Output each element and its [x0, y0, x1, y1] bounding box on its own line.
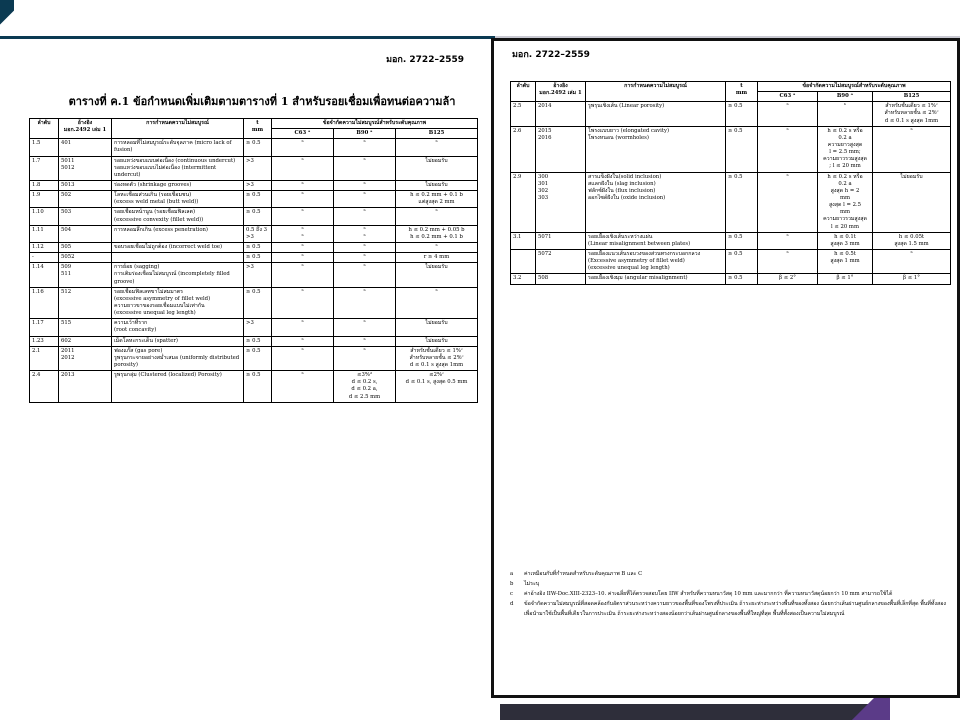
- cell-no: 1.7: [30, 156, 59, 180]
- cell-desc: รูพรุนเชิงเส้น (Linear porosity): [586, 102, 726, 126]
- cell-ref: 512: [59, 287, 112, 319]
- table-row: [30, 180, 478, 190]
- cell-no: 3.2: [511, 274, 536, 284]
- table-row: [511, 249, 951, 273]
- cell-b125: ไม่ยอมรับ: [396, 319, 478, 336]
- footnote-key: d: [510, 601, 514, 608]
- cell-desc: รอยเยื้องแนวเส้นรอบวงของส่วนทรงกระบอกกลวง (Excessive asymmetry of fillet weld) (excessive unequal leg length): [586, 249, 726, 273]
- standard-number: มอก. 2722–2559: [512, 50, 590, 60]
- header-c63: C63 ᵃ: [272, 129, 334, 139]
- cell-ref: 5072: [536, 249, 586, 273]
- header-b90: B90 ᵃ: [334, 129, 396, 139]
- cell-t: ≥ 0.5: [244, 139, 272, 156]
- cell-c63: ᵇ: [758, 172, 818, 232]
- cell-ref: 509 511: [59, 263, 112, 287]
- top-accent-line: [0, 36, 505, 39]
- cell-ref: 5071: [536, 232, 586, 249]
- cell-desc: สารแข็งฝังใน(solid inclusion) สแลกฝังใน (slag inclusion) ฟลักซ์ฝังใน (flux inclusion) ออกไซด์ฝังใน (oxide inclusion): [586, 172, 726, 232]
- cell-c63: ᵇ: [758, 232, 818, 249]
- table-row: [511, 274, 951, 284]
- table-title: ตารางที่ ค.1 ข้อกำหนดเพิ่มเติมตามตารางที่ 1 สำหรับรอยเชื่อมเพื่อทนต่อความล้า: [68, 95, 456, 108]
- cell-b90: ᵇ: [334, 263, 396, 287]
- footnote-key: c: [510, 591, 513, 598]
- cell-b90: ᵇ: [334, 242, 396, 252]
- cell-ref: 602: [59, 336, 112, 346]
- cell-ref: 5013: [59, 180, 112, 190]
- table-row: [511, 126, 951, 172]
- cell-no: 1.23: [30, 336, 59, 346]
- cell-desc: โพรงแบบยาว (elongated cavity) โพรงหนอน (wormholes): [586, 126, 726, 172]
- cell-b90: ᵇ: [334, 346, 396, 370]
- cell-b125: ᵇ: [396, 287, 478, 319]
- table-row: [30, 319, 478, 336]
- footnote-text: ค่าอ้างอิง IIW-Doc.XIII-2323–10. ค่าเฉลี่ยที่ได้ตรวจสอบโดย IIW สำหรับที่ความหนาวัสดุ 10 mm และมากกว่า ที่ความหนาวัสดุน้อยกว่า 10 mm สามารถใช้ได้: [524, 591, 893, 598]
- cell-c63: ᵇ: [272, 242, 334, 252]
- cell-b125: h ≤ 0.05t สูงสุด 1.5 mm: [873, 232, 951, 249]
- table-row: [30, 263, 478, 287]
- cell-desc: ร่องหดตัว (shrinkage grooves): [112, 180, 244, 190]
- cell-c63: ᵇ: [272, 208, 334, 225]
- cell-c63: ᵇ: [272, 191, 334, 208]
- cell-no: 3.1: [511, 232, 536, 249]
- cell-b125: ᵇ: [396, 208, 478, 225]
- header-no: ลำดับ: [511, 82, 536, 102]
- cell-b90: ᵇ: [334, 208, 396, 225]
- cell-t: ≥ 0.5: [244, 336, 272, 346]
- header-limits: ข้อจำกัดความไม่สมบูรณ์สำหรับระดับคุณภาพ: [272, 119, 478, 129]
- cell-ref: 5052: [59, 253, 112, 263]
- cell-ref: 505: [59, 242, 112, 252]
- cell-ref: 508: [536, 274, 586, 284]
- table-row: [30, 287, 478, 319]
- cell-t: ≥ 0.5: [244, 242, 272, 252]
- cell-ref: 502: [59, 191, 112, 208]
- cell-b125: ᵇ: [873, 249, 951, 273]
- cell-desc: รอยเชื่อมฟิลเลทขาไม่สมมาตร (excessive asymmetry of fillet weld) ความยาวขาของรอยเชื่อมแบบไม่เท่ากัน (excessive unequal leg length): [112, 287, 244, 319]
- cell-desc: โลหะเชื่อมส่วนเกิน (รอยเชื่อมชน) (excess weld metal (butt weld)): [112, 191, 244, 208]
- cell-no: 2.5: [511, 102, 536, 126]
- cell-desc: รูพรุนกลุ่ม (Clustered (localized) Porosity): [112, 371, 244, 403]
- footnote-key: a: [510, 571, 514, 577]
- header-no: ลำดับ: [30, 119, 59, 139]
- cell-desc: รอยเยื้องเชิงเส้นระหว่างแผ่น (Linear misalignment between plates): [586, 232, 726, 249]
- cell-c63: ᵇ: [272, 287, 334, 319]
- cell-b125: ไม่ยอมรับ: [396, 156, 478, 180]
- cell-c63: ᵇ: [272, 180, 334, 190]
- cell-no: 1.11: [30, 225, 59, 242]
- cell-c63: ᵇ: [272, 319, 334, 336]
- cell-no: 1.12: [30, 242, 59, 252]
- cell-desc: การหลอมลึกเกิน (excess penetration): [112, 225, 244, 242]
- table-footnotes: [510, 569, 946, 619]
- cell-c63: ᵇ: [758, 126, 818, 172]
- cell-b90: ᵇ: [334, 287, 396, 319]
- cell-no: 2.9: [511, 172, 536, 232]
- cell-ref: 5011 5012: [59, 156, 112, 180]
- cell-b125: ≤2%ᶜ d ≤ 0.1 s, สูงสุด 0.5 mm: [396, 371, 478, 403]
- cell-desc: ความเว้าที่ราก (root concavity): [112, 319, 244, 336]
- cell-b90: h ≤ 0.5t สูงสุด 1 mm: [818, 249, 873, 273]
- header-t: t mm: [244, 119, 272, 139]
- cell-no: 1.9: [30, 191, 59, 208]
- cell-ref: 300 301 302 303: [536, 172, 586, 232]
- cell-t: ≥ 0.5: [244, 287, 272, 319]
- cell-b90: ᵇ: [334, 156, 396, 180]
- cell-b90: ≤3%ᵈ d ≤ 0.2 s, d ≤ 0.2 a, d ≤ 2.5 mm: [334, 371, 396, 403]
- footnote: [510, 569, 946, 579]
- bottom-accent-shape: [850, 696, 890, 720]
- cell-desc: ฟองแก๊ส (gas pore) รูพรุนกระจายอย่างสม่ำเสมอ (uniformly distributed porosity): [112, 346, 244, 370]
- cell-b90: ᵇ: [334, 180, 396, 190]
- cell-b90: ᵇ: [334, 139, 396, 156]
- cell-b125: ไม่ยอมรับ: [396, 180, 478, 190]
- cell-c63: ᵇ: [272, 139, 334, 156]
- footnote-key: b: [510, 581, 514, 588]
- cell-c63: ᵇ ᵇ: [272, 225, 334, 242]
- table-row: [30, 208, 478, 225]
- cell-no: 1.8: [30, 180, 59, 190]
- cell-desc: รอยแหว่งขอบแบบต่อเนื่อง (continuous undercut) รอยแหว่งขอบแบบไม่ต่อเนื่อง (intermittent undercut): [112, 156, 244, 180]
- cell-b90: ᵇ ᵇ: [334, 225, 396, 242]
- cell-t: ≥ 0.5: [726, 172, 758, 232]
- cell-c63: ᵇ: [758, 102, 818, 126]
- cell-t: ≥ 0.5: [726, 249, 758, 273]
- header-b125: B125: [873, 92, 951, 102]
- cell-ref: 504: [59, 225, 112, 242]
- footnote-text: ค่าเหมือนกับที่กำหนดสำหรับระดับคุณภาพ B และ C: [524, 571, 643, 577]
- cell-b125: สำหรับชั้นเดียว ≤ 1%ᶜ สำหรับหลายชั้น ≤ 2%ᶜ d ≤ 0.1 s สูงสุด 1mm: [396, 346, 478, 370]
- cell-no: -: [30, 253, 59, 263]
- cell-t: ≥ 0.5: [244, 208, 272, 225]
- footnote: [510, 579, 946, 589]
- cell-desc: ขอบรอยเชื่อมไม่ถูกต้อง (incorrect weld toe): [112, 242, 244, 252]
- cell-no: 1.10: [30, 208, 59, 225]
- header-b125: B125: [396, 129, 478, 139]
- header-limits: ข้อจำกัดความไม่สมบูรณ์สำหรับระดับคุณภาพ: [758, 82, 951, 92]
- cell-b90: h ≤ 0.1t สูงสุด 3 mm: [818, 232, 873, 249]
- header-c63: C63 ᵃ: [758, 92, 818, 102]
- cell-ref: 2013: [59, 371, 112, 403]
- cell-b125: ไม่ยอมรับ: [873, 172, 951, 232]
- cell-t: ≥ 0.5: [244, 191, 272, 208]
- cell-c63: β ≤ 2°: [758, 274, 818, 284]
- imperfection-table-right: [510, 81, 951, 285]
- cell-c63: ᵇ: [272, 156, 334, 180]
- cell-b90: ᵇ: [334, 336, 396, 346]
- imperfection-table-left: [29, 118, 478, 403]
- cell-t: >3: [244, 180, 272, 190]
- standard-number: มอก. 2722–2559: [386, 55, 464, 65]
- cell-no: [511, 249, 536, 273]
- cell-desc: รอยเยื้องเชิงมุม (angular misalignment): [586, 274, 726, 284]
- table-row: [30, 191, 478, 208]
- cell-t: ≥ 0.5: [726, 274, 758, 284]
- cell-b90: h ≤ 0.2 s หรือ 0.2 a สูงสุด h = 2 mm สูงสุด l = 2.5 mm ความยาวรวมสูงสุด l ≤ 20 mm: [818, 172, 873, 232]
- cell-c63: ᵇ: [272, 253, 334, 263]
- cell-b125: ᵇ: [396, 139, 478, 156]
- cell-t: 0.5 ถึง 3 >3: [244, 225, 272, 242]
- cell-desc: การหลอมที่ไม่สมบูรณ์ระดับจุลภาค (micro lack of fusion): [112, 139, 244, 156]
- cell-b125: r ≥ 4 mm: [396, 253, 478, 263]
- table-row: [30, 225, 478, 242]
- cell-desc: รอยเชื่อมหน้านูน (รอยเชื่อมฟิลเลต) (excessive convexity (fillet weld)): [112, 208, 244, 225]
- cell-b125: ᵇ: [873, 126, 951, 172]
- footnote: [510, 589, 946, 599]
- cell-t: >3: [244, 319, 272, 336]
- header-imperfection: การกำหนดความไม่สมบูรณ์: [112, 119, 244, 139]
- header-b90: B90 ᵃ: [818, 92, 873, 102]
- cell-b90: ᵇ: [818, 102, 873, 126]
- cell-no: 1.16: [30, 287, 59, 319]
- cell-t: >3: [244, 156, 272, 180]
- cell-ref: 515: [59, 319, 112, 336]
- cell-desc: เม็ดโลหะกระเด็น (spatter): [112, 336, 244, 346]
- cell-no: 2.1: [30, 346, 59, 370]
- cell-no: 2.6: [511, 126, 536, 172]
- table-row: [511, 102, 951, 126]
- right-document-page: [491, 38, 960, 698]
- table-row: [30, 371, 478, 403]
- cell-b125: ไม่ยอมรับ: [396, 263, 478, 287]
- cell-b90: ᵇ: [334, 319, 396, 336]
- footnote: [510, 599, 946, 619]
- cell-c63: ᵇ: [272, 346, 334, 370]
- cell-t: ≥ 0.5: [726, 232, 758, 249]
- cell-desc: การย้อย (sagging) การเติมร่องเชื่อมไม่สมบูรณ์ (incompletely filled groove): [112, 263, 244, 287]
- cell-t: ≥ 0.5: [244, 253, 272, 263]
- cell-ref: 401: [59, 139, 112, 156]
- cell-c63: ᵇ: [758, 249, 818, 273]
- cell-ref: 2011 2012: [59, 346, 112, 370]
- table-row: [30, 242, 478, 252]
- corner-accent: [0, 0, 14, 40]
- cell-desc: [112, 253, 244, 263]
- header-t: t mm: [726, 82, 758, 102]
- table-row: [511, 172, 951, 232]
- table-row: [30, 346, 478, 370]
- table-row: [30, 253, 478, 263]
- header-ref: อ้างอิง มอก.2492 เล่ม 1: [59, 119, 112, 139]
- cell-ref: 503: [59, 208, 112, 225]
- cell-b90: ᵇ: [334, 191, 396, 208]
- cell-ref: 2015 2016: [536, 126, 586, 172]
- cell-b125: ᵇ: [396, 242, 478, 252]
- cell-t: ≥ 0.5: [726, 126, 758, 172]
- cell-c63: ᵇ: [272, 371, 334, 403]
- cell-b125: ไม่ยอมรับ: [396, 336, 478, 346]
- cell-t: ≥ 0.5: [244, 346, 272, 370]
- cell-b90: β ≤ 1°: [818, 274, 873, 284]
- bottom-accent-bar: [500, 704, 890, 720]
- cell-t: ≥ 0.5: [244, 371, 272, 403]
- cell-b90: h ≤ 0.2 s หรือ 0.2 a ความยาวสูงสุด l = 2.5 mm; ความยาวรวมสูงสุด ; l ≤ 20 mm: [818, 126, 873, 172]
- cell-t: ≥ 0.5: [726, 102, 758, 126]
- table-row: [30, 156, 478, 180]
- left-document-page: [2, 40, 492, 720]
- footnote-text: ไม่ระบุ: [524, 581, 540, 588]
- header-imperfection: การกำหนดความไม่สมบูรณ์: [586, 82, 726, 102]
- table-row: [30, 139, 478, 156]
- header-ref: อ้างอิง มอก.2492 เล่ม 1: [536, 82, 586, 102]
- cell-no: 1.14: [30, 263, 59, 287]
- cell-b125: β ≤ 1°: [873, 274, 951, 284]
- cell-b125: h ≤ 0.2 mm + 0.05 b h ≤ 0.2 mm + 0.1 b: [396, 225, 478, 242]
- cell-no: 1.17: [30, 319, 59, 336]
- cell-b125: h ≤ 0.2 mm + 0.1 b แต่สูงสุด 2 mm: [396, 191, 478, 208]
- cell-t: >3: [244, 263, 272, 287]
- cell-no: 1.5: [30, 139, 59, 156]
- cell-ref: 2014: [536, 102, 586, 126]
- table-row: [511, 232, 951, 249]
- cell-b90: ᵇ: [334, 253, 396, 263]
- table-row: [30, 336, 478, 346]
- cell-b125: สำหรับชั้นเดียว ≤ 1%ᶜ สำหรับหลายชั้น ≤ 2%ᶜ d ≤ 0.1 s สูงสุด 1mm: [873, 102, 951, 126]
- cell-c63: ᵇ: [272, 263, 334, 287]
- footnote-text: ข้อจำกัดความไม่สมบูรณ์ที่สอดคล้องกับอัตราส่วนระหว่างความยาวของพื้นที่ของโพรงที่ประเมิน ถ้าระยะห่างระหว่างพื้นที่ของทั้งสอง น้อยกว่าเส้นผ่านศูนย์กลางของพื้นที่เล็กที่สุด พื้นที่ทั้งสองเพื่อนำมาใช้เป็นพื้นที่เดียวในการประเมิน ถ้าระยะห่างระหว่างสองน้อยกว่าเส้นผ่านศูนย์กลางของพื้นที่ใหญ่ที่สุด พื้นที่ทั้งสองเป็นความไม่สมบูรณ์: [524, 601, 946, 618]
- cell-no: 2.4: [30, 371, 59, 403]
- cell-c63: ᵇ: [272, 336, 334, 346]
